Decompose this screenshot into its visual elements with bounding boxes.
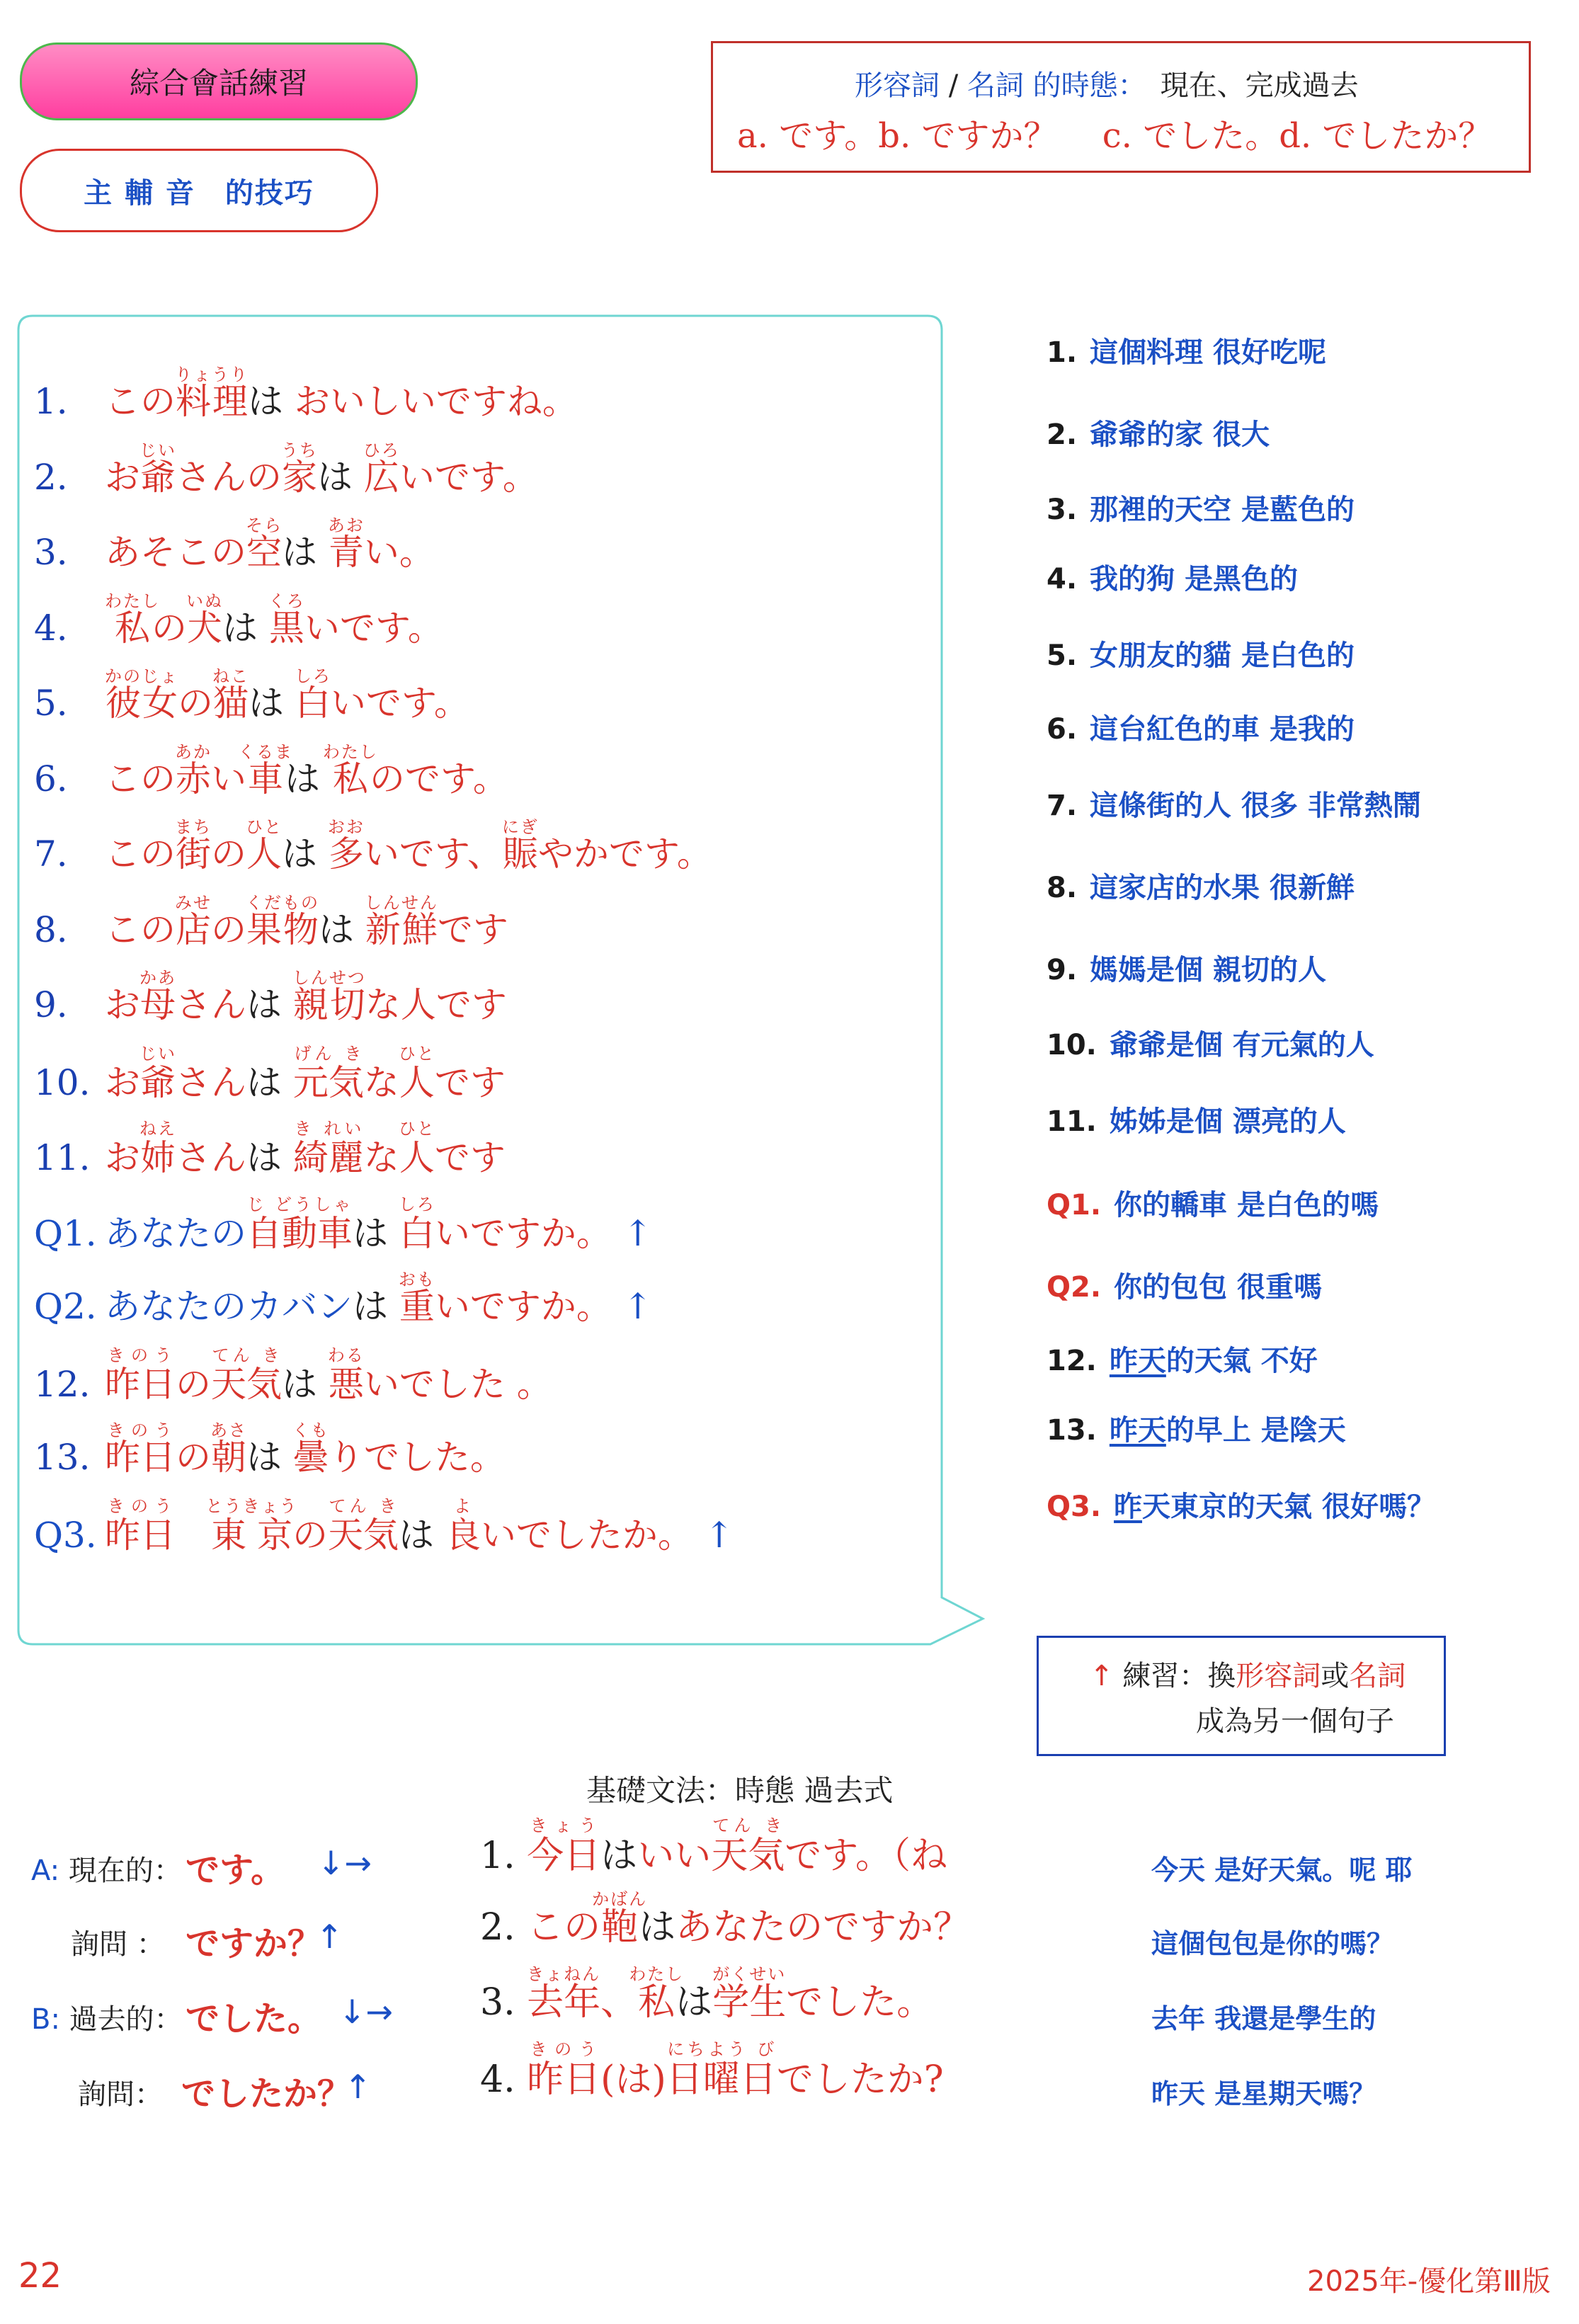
translation-text: 你的包包 很重嗎 xyxy=(1114,1271,1322,1304)
text-run: の xyxy=(292,1515,328,1556)
text-run: やかです。 xyxy=(537,833,712,875)
practice-label: 練習：換 xyxy=(1113,1660,1236,1692)
translation-number: 10. xyxy=(1047,1029,1097,1061)
ruby-word: 白しろ xyxy=(294,666,331,724)
sentence-number: 5. xyxy=(34,683,68,724)
text-run: の xyxy=(176,1437,211,1478)
ruby-word: 多おお xyxy=(327,817,365,875)
text-run: は xyxy=(600,1835,638,1877)
ruby-word: 鞄かばん xyxy=(592,1889,648,1949)
sentence-number: 1. xyxy=(34,381,68,422)
text-run: は xyxy=(639,1906,676,1949)
ruby-word: 空そら xyxy=(246,516,283,573)
translation-number: 4. xyxy=(1047,563,1078,596)
translation-row xyxy=(1047,1484,1435,1525)
practice-adj: 形容詞 xyxy=(1236,1660,1321,1692)
translation-row xyxy=(1047,947,1326,988)
translation-number: Q1. xyxy=(1047,1189,1102,1221)
translation-row xyxy=(1047,865,1355,906)
translation-text: 的早上 是陰天 xyxy=(1165,1414,1346,1447)
text-run: いですか。 xyxy=(434,1286,612,1327)
grammar-label xyxy=(78,2072,163,2112)
sentence-row xyxy=(34,1195,653,1256)
translation-text: 這台紅色的車 是我的 xyxy=(1090,713,1355,746)
text-run: ↑ xyxy=(611,1286,653,1327)
ruby-word: 東京とうきょう xyxy=(205,1496,298,1556)
ruby-word: 猫ねこ xyxy=(212,666,249,724)
text-run: いですか。 xyxy=(434,1213,612,1254)
text-run: です xyxy=(435,984,507,1025)
text-run: の xyxy=(211,909,246,950)
ruby-word: 爺じい xyxy=(139,440,176,498)
translation-row xyxy=(1047,412,1270,452)
ruby-word: 親切しんせつ xyxy=(292,968,366,1025)
sentence-number: 10. xyxy=(34,1062,91,1103)
text-run: は xyxy=(246,1062,293,1103)
translation-row xyxy=(1047,487,1355,528)
translation-text: 你的轎車 是白色的嗎 xyxy=(1114,1189,1379,1221)
text-run: は xyxy=(246,984,293,1025)
text-run: この xyxy=(105,381,176,422)
grammar-translation: 這個包包是你的嗎？ xyxy=(1151,1928,1394,1959)
text-run: この xyxy=(105,833,176,875)
ruby-word: 果物くだもの xyxy=(246,893,319,950)
text-run: です。（ね xyxy=(785,1835,948,1877)
ruby-word: 家うち xyxy=(281,440,318,498)
grammar-number: 3. xyxy=(480,1981,528,2024)
text-run: な xyxy=(365,984,401,1025)
text-run: (は) xyxy=(600,2058,666,2101)
text-run: お xyxy=(105,984,140,1025)
text-run: の xyxy=(176,1364,211,1405)
ruby-word: 日曜日にちよう び xyxy=(666,2039,777,2101)
text-run: な xyxy=(363,1062,399,1103)
translation-number: 6. xyxy=(1047,713,1078,746)
translation-text: 媽媽是個 親切的人 xyxy=(1090,954,1326,986)
underlined-word: 昨天 xyxy=(1109,1345,1166,1377)
grammar-form: です。 xyxy=(186,1850,285,1890)
translation-number: 8. xyxy=(1047,872,1078,904)
translation-row xyxy=(1047,1338,1318,1379)
ruby-word: 人ひと xyxy=(246,817,283,875)
practice-box xyxy=(1037,1636,1446,1756)
translation-row xyxy=(1047,330,1326,370)
sentence-row xyxy=(34,591,443,651)
text-run: あなたのカバン xyxy=(105,1286,353,1327)
ruby-word: 私わたし xyxy=(629,1964,685,2024)
sentence-row xyxy=(34,1044,506,1105)
sentence-row xyxy=(34,1420,506,1480)
translation-row xyxy=(1047,1183,1379,1223)
text-run: い xyxy=(211,758,246,799)
translation-row xyxy=(1047,633,1355,673)
grammar-form: でした。 xyxy=(186,1999,322,2039)
sentence-number: 12. xyxy=(34,1364,91,1405)
grammar-label xyxy=(71,1922,165,1962)
sentence-row xyxy=(34,1496,734,1558)
text-run: 人 xyxy=(400,984,436,1025)
text-run: は xyxy=(282,532,329,573)
ruby-word: 人ひと xyxy=(398,1119,435,1178)
sentence-number: 9. xyxy=(34,984,68,1025)
sentence-number: 4. xyxy=(34,608,68,649)
grammar-number: 1. xyxy=(480,1835,528,1877)
grammar-label-text: 過去的： xyxy=(59,2003,183,2036)
translation-number: Q2. xyxy=(1047,1271,1102,1304)
ruby-word: 私わたし xyxy=(105,591,160,649)
grammar-arrow: ↑ xyxy=(344,2068,372,2106)
ruby-word: 昨日きのう xyxy=(105,1496,176,1556)
sentence-number: Q3. xyxy=(34,1515,97,1556)
ruby-word: 自動車じ どうしゃ xyxy=(246,1195,353,1254)
ruby-word: 広ひろ xyxy=(363,440,400,498)
sentence-number: 2. xyxy=(34,457,68,498)
ruby-word: 去年きょねん xyxy=(527,1964,601,2024)
text-run: です xyxy=(437,909,508,950)
grammar-translation: 昨天 是星期天嗎？ xyxy=(1151,2078,1376,2109)
text-run: の xyxy=(152,608,187,649)
ruby-word: 天気てん き xyxy=(711,1816,785,1877)
practice-noun: 名詞 xyxy=(1349,1660,1406,1692)
sentence-row xyxy=(34,968,507,1027)
text-run: ↑ xyxy=(611,1213,653,1254)
translation-text: 女朋友的貓 是白色的 xyxy=(1090,639,1355,672)
translation-number: 2. xyxy=(1047,418,1078,451)
grammar-form: ですか？ xyxy=(186,1924,322,1964)
ruby-word: 昨日きのう xyxy=(105,1420,176,1478)
sentence-row xyxy=(34,1119,506,1180)
sentence-number: 3. xyxy=(34,532,68,573)
sentence-row xyxy=(34,516,435,575)
sentence-row xyxy=(34,365,578,424)
grammar-sentence xyxy=(480,1889,970,1950)
sentence-number: 13. xyxy=(34,1437,91,1478)
translation-row xyxy=(1047,557,1298,597)
text-run: の xyxy=(211,833,246,875)
ruby-word: 黒くろ xyxy=(268,591,305,649)
text-run: です xyxy=(434,1137,506,1178)
tense-slash: / xyxy=(940,69,967,102)
ruby-word: 賑にぎ xyxy=(501,817,539,875)
text-run: の xyxy=(178,683,213,724)
sentence-row xyxy=(34,1345,552,1407)
grammar-translation: 去年 我還是學生的 xyxy=(1151,2003,1376,2034)
grammar-label-text: 現在的： xyxy=(59,1855,182,1887)
translation-number: 3. xyxy=(1047,494,1078,526)
grammar-number: 4. xyxy=(480,2058,528,2101)
ruby-word: 新鮮しんせん xyxy=(364,893,438,950)
translation-text: 的天氣 不好 xyxy=(1165,1345,1318,1377)
translation-text: 天東京的天氣 很好嗎？ xyxy=(1142,1491,1435,1523)
sentence-number: 7. xyxy=(34,833,68,875)
grammar-form: でしたか？ xyxy=(181,2074,352,2114)
grammar-prefix: B: xyxy=(31,2003,60,2036)
text-run: いでしたか。 xyxy=(480,1515,693,1556)
translation-row xyxy=(1047,1099,1346,1139)
grammar-number: 2. xyxy=(480,1906,528,1949)
practice-line-2: 成為另一個句子 xyxy=(1196,1705,1394,1738)
translation-text: 爺爺是個 有元氣的人 xyxy=(1109,1029,1374,1061)
text-run: さん xyxy=(176,1137,246,1178)
sentence-number: Q1. xyxy=(34,1213,97,1254)
sentence-row xyxy=(34,893,508,952)
text-run: は xyxy=(353,1213,399,1254)
text-run: は xyxy=(282,1364,329,1405)
ruby-word: 元気げん き xyxy=(292,1044,364,1103)
ruby-word: 重おも xyxy=(398,1270,435,1327)
translation-number: 11. xyxy=(1047,1105,1097,1138)
translation-text: 這條街的人 很多 非常熱鬧 xyxy=(1090,790,1421,822)
sentence-number: 8. xyxy=(34,909,68,950)
translation-text: 姊姊是個 漂亮的人 xyxy=(1109,1105,1346,1138)
translation-row xyxy=(1047,1265,1322,1305)
grammar-arrow: ↑ xyxy=(316,1918,343,1956)
grammar-arrow: ↓→ xyxy=(317,1844,372,1882)
text-run: お xyxy=(105,457,140,498)
text-run: あなたのですか？ xyxy=(676,1906,971,1949)
sentence-number: 11. xyxy=(34,1137,91,1178)
grammar-sentence xyxy=(480,1964,933,2025)
text-run: りでした。 xyxy=(328,1437,506,1478)
ruby-word: 曇くも xyxy=(292,1420,329,1478)
text-run: な xyxy=(363,1137,399,1178)
translation-text: 這家店的水果 很新鮮 xyxy=(1090,872,1355,904)
ruby-word: 爺じい xyxy=(139,1044,176,1103)
text-run: おいしいですね。 xyxy=(294,381,578,422)
ruby-word: 昨日きのう xyxy=(527,2039,601,2101)
ruby-word: 綺麗き れい xyxy=(292,1119,364,1178)
text-run: です xyxy=(434,1062,506,1103)
translation-row xyxy=(1047,1408,1346,1448)
grammar-sentence xyxy=(480,2039,944,2102)
text-run: は xyxy=(676,1981,713,2024)
sentence-row xyxy=(34,1270,653,1329)
text-run: いでした 。 xyxy=(363,1364,552,1405)
ruby-word: 朝あさ xyxy=(210,1420,247,1478)
ruby-word: 街まち xyxy=(175,817,212,875)
translation-number: 5. xyxy=(1047,639,1078,672)
text-run: は xyxy=(246,1437,293,1478)
text-run: は xyxy=(317,457,364,498)
text-run: いです。 xyxy=(304,608,443,649)
ruby-word: 昨日きのう xyxy=(105,1345,176,1405)
practice-or: 或 xyxy=(1321,1660,1350,1692)
translation-number: 9. xyxy=(1047,954,1078,986)
grammar-label-text: 詢問 ： xyxy=(71,1928,165,1961)
ruby-word: 良よ xyxy=(445,1496,481,1556)
translation-number: Q3. xyxy=(1047,1491,1102,1523)
grammar-label xyxy=(31,1848,182,1889)
text-run: は xyxy=(246,1137,293,1178)
text-run: は xyxy=(319,909,365,950)
ruby-word: 今日きょう xyxy=(527,1816,601,1877)
grammar-prefix: A: xyxy=(31,1855,60,1887)
page-number: 22 xyxy=(18,2256,62,2296)
sentence-row xyxy=(34,666,469,726)
text-run: ↑ xyxy=(692,1515,734,1556)
text-run: この xyxy=(105,909,176,950)
translation-number: 13. xyxy=(1047,1414,1097,1447)
sentence-number: Q2. xyxy=(34,1286,97,1327)
grammar-label-text: 詢問： xyxy=(78,2078,163,2111)
text-run: いです。 xyxy=(330,683,469,724)
tense-forms: a. です。b. ですか？ c. でした。d. でしたか？ xyxy=(737,116,1493,156)
ruby-word: 店みせ xyxy=(175,893,212,950)
grammar-title: 基礎文法：時態 過去式 xyxy=(586,1773,894,1808)
ruby-word: 青あお xyxy=(327,516,365,573)
text-run: この xyxy=(527,1906,601,1949)
ruby-word: 天気てん き xyxy=(328,1496,399,1556)
technique-label: 主 輔 音 的技巧 xyxy=(84,176,314,210)
title-pill xyxy=(20,42,418,120)
text-run: は xyxy=(285,758,331,799)
grammar-arrow: ↓→ xyxy=(338,1993,394,2031)
technique-pill xyxy=(20,149,378,232)
text-run: でした。 xyxy=(786,1981,934,2024)
underlined-word: 昨天 xyxy=(1109,1414,1166,1447)
text-run: あそこの xyxy=(105,532,246,573)
text-run: は xyxy=(399,1515,445,1556)
translation-number: 7. xyxy=(1047,790,1078,822)
up-arrow-icon: ↑ xyxy=(1090,1660,1114,1692)
text-run: お xyxy=(105,1137,140,1178)
ruby-word: 赤あか xyxy=(175,742,212,799)
text-run: さん xyxy=(176,1062,246,1103)
underlined-word: 昨 xyxy=(1114,1491,1143,1523)
sentence-row xyxy=(34,817,712,877)
practice-line-1 xyxy=(1090,1653,1406,1694)
ruby-word: 白しろ xyxy=(398,1195,435,1254)
ruby-word: 悪わる xyxy=(327,1345,365,1405)
ruby-word: 母かあ xyxy=(139,968,176,1025)
ruby-word: 天気てん き xyxy=(211,1345,282,1405)
tense-box xyxy=(711,41,1531,173)
ruby-word: 彼女かのじょ xyxy=(105,666,178,724)
translation-row xyxy=(1047,1023,1374,1063)
tense-kinds: 現在、完成過去 xyxy=(1160,69,1359,102)
text-run: いい xyxy=(637,1835,712,1877)
text-run: お xyxy=(105,1062,140,1103)
text-run: いです。 xyxy=(399,457,538,498)
edition-label: 2025年-優化第Ⅲ版 xyxy=(1307,2265,1551,2298)
tense-heading xyxy=(855,63,1359,103)
sentence-number: 6. xyxy=(34,758,68,799)
translation-text: 我的狗 是黑色的 xyxy=(1090,563,1298,596)
page-title: 綜合會話練習 xyxy=(129,66,308,101)
text-run: は xyxy=(282,833,329,875)
text-run: は xyxy=(353,1286,399,1327)
text-run: さん xyxy=(176,984,246,1025)
text-run: は xyxy=(248,381,295,422)
text-run: のです。 xyxy=(369,758,508,799)
text-run: 、 xyxy=(600,1981,638,2024)
ruby-word: 料理りょうり xyxy=(175,365,249,422)
ruby-word: 車くるま xyxy=(238,742,293,799)
translation-row xyxy=(1047,783,1421,824)
grammar-label xyxy=(31,1997,183,2037)
tense-noun: 名詞 的時態： xyxy=(967,69,1132,102)
ruby-word: 姉ねえ xyxy=(139,1119,176,1178)
text-run: い。 xyxy=(363,532,435,573)
translation-text: 爺爺的家 很大 xyxy=(1090,418,1270,451)
ruby-word: 犬いぬ xyxy=(186,591,223,649)
ruby-word: 学生がくせい xyxy=(712,1964,787,2024)
text-run: でしたか? xyxy=(776,2058,944,2101)
translation-number: 12. xyxy=(1047,1345,1097,1377)
translation-row xyxy=(1047,707,1355,747)
text-run: いです、 xyxy=(363,833,503,875)
sentence-row xyxy=(34,742,508,802)
translation-number: 1. xyxy=(1047,336,1078,369)
text-run: あなたの xyxy=(105,1213,246,1254)
tense-adj: 形容詞 xyxy=(855,69,940,102)
text-run: は xyxy=(249,683,295,724)
translation-text: 那裡的天空 是藍色的 xyxy=(1090,494,1355,526)
grammar-translation: 今天 是好天氣。呢 耶 xyxy=(1151,1855,1413,1886)
text-run: は xyxy=(222,608,269,649)
text-run: この xyxy=(105,758,176,799)
ruby-word: 私わたし xyxy=(322,742,378,799)
sentence-row xyxy=(34,440,538,500)
grammar-sentence xyxy=(480,1816,947,1879)
text-run: さんの xyxy=(176,457,282,498)
ruby-word: 人ひと xyxy=(398,1044,435,1103)
translation-text: 這個料理 很好吃呢 xyxy=(1090,336,1326,369)
